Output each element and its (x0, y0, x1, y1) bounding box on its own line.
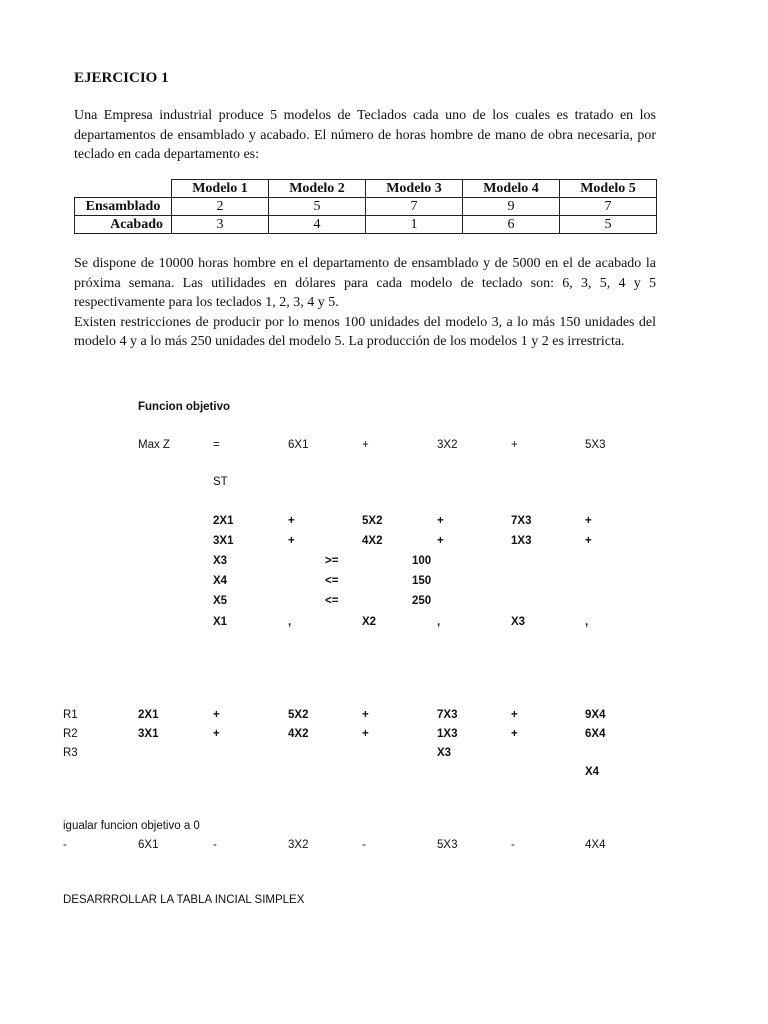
table-header: Modelo 2 (269, 180, 366, 198)
cell: 1X3 (437, 728, 458, 740)
cell: + (437, 535, 444, 547)
objective-function-label: Funcion objetivo (138, 401, 230, 413)
cell: 5X2 (362, 515, 383, 527)
cell: 3X1 (213, 535, 234, 547)
cell: + (288, 535, 295, 547)
cell: 250 (412, 595, 432, 607)
cell: + (362, 728, 369, 740)
cell: 4X4 (585, 839, 606, 851)
cell: 5X2 (288, 709, 309, 721)
cell: 6X4 (585, 728, 606, 740)
cell: X3 (213, 555, 228, 567)
cell: 9X4 (585, 709, 606, 721)
cell: >= (325, 555, 339, 567)
resources-paragraph (74, 254, 656, 352)
cell: + (288, 515, 295, 527)
table-header: Modelo 3 (366, 180, 463, 198)
cell: <= (325, 595, 339, 607)
cell: , (288, 616, 292, 628)
table-corner (75, 180, 172, 198)
cell: + (213, 709, 220, 721)
cell: = (213, 439, 220, 451)
cell: X1 (213, 616, 228, 628)
restrictions-text: Existen restricciones de producir por lo menos 100 unidades del modelo 3, a lo más 150 unidades del modelo 4 y a lo más 250 unidades del modelo 5. La producción de los modelos 1 y 2 es irrestricta. (74, 314, 656, 349)
cell: 5X3 (437, 839, 458, 851)
table-cell: 7 (366, 198, 463, 216)
table-cell: 2 (172, 198, 269, 216)
cell: Max Z (138, 439, 170, 451)
cell: , (585, 616, 589, 628)
cell: , (437, 616, 441, 628)
row-label: Acabado (75, 216, 172, 234)
cell: + (511, 439, 518, 451)
cell: + (362, 439, 369, 451)
cell: 3X2 (437, 439, 458, 451)
cell: X3 (437, 747, 452, 759)
table-cell: 1 (366, 216, 463, 234)
table-cell: 9 (463, 198, 560, 216)
hours-table (74, 179, 657, 234)
table-cell: 6 (463, 216, 560, 234)
row-label: Ensamblado (75, 198, 172, 216)
cell: + (511, 709, 518, 721)
cell: 7X3 (511, 515, 532, 527)
cell: + (362, 709, 369, 721)
cell: 3X2 (288, 839, 309, 851)
cell: - (511, 839, 515, 851)
cell: X4 (585, 766, 600, 778)
cell: 2X1 (213, 515, 234, 527)
cell: X3 (511, 616, 526, 628)
cell: 3X1 (138, 728, 159, 740)
table-row (75, 198, 657, 216)
hours-and-profits-text: Se dispone de 10000 horas hombre en el departamento de ensamblado y de 5000 en el de acabado la próxima semana. Las utilidades en dólares para cada modelo de teclado son: 6, 3, 5, 4 y 5 respectivamente para los teclados 1, 2, 3, 4 y 5. (74, 256, 656, 310)
cell: + (585, 515, 592, 527)
table-row (75, 216, 657, 234)
cell: 6X1 (138, 839, 159, 851)
cell: 4X2 (288, 728, 309, 740)
cell: 5X3 (585, 439, 606, 451)
cell: - (63, 839, 67, 851)
cell: R2 (63, 728, 78, 740)
table-cell: 3 (172, 216, 269, 234)
cell: X4 (213, 575, 228, 587)
cell: 2X1 (138, 709, 159, 721)
cell: + (585, 535, 592, 547)
table-cell: 4 (269, 216, 366, 234)
cell: 7X3 (437, 709, 458, 721)
cell: + (213, 728, 220, 740)
exercise-title: EJERCICIO 1 (74, 70, 169, 86)
table-header: Modelo 5 (560, 180, 657, 198)
table-cell: 5 (560, 216, 657, 234)
cell: <= (325, 575, 339, 587)
cell: 6X1 (288, 439, 309, 451)
cell: - (213, 839, 217, 851)
cell: X2 (362, 616, 377, 628)
cell: R1 (63, 709, 78, 721)
table-header: Modelo 1 (172, 180, 269, 198)
cell: 1X3 (511, 535, 532, 547)
develop-simplex-label: DESARRROLLAR LA TABLA INCIAL SIMPLEX (63, 894, 305, 906)
cell: 100 (412, 555, 432, 567)
intro-paragraph: Una Empresa industrial produce 5 modelos de Teclados cada uno de los cuales es tratado en los departamentos de ensamblado y acabado. El número de horas hombre de mano de obra necesaria, por teclado en cada departamento es: (74, 108, 656, 162)
cell: R3 (63, 747, 78, 759)
equalize-objective-label: igualar funcion objetivo a 0 (63, 820, 200, 832)
table-cell: 5 (269, 198, 366, 216)
cell: + (437, 515, 444, 527)
cell: - (362, 839, 366, 851)
table-header: Modelo 4 (463, 180, 560, 198)
cell: 4X2 (362, 535, 383, 547)
table-cell: 7 (560, 198, 657, 216)
cell: X5 (213, 595, 228, 607)
subject-to-label: ST (213, 476, 228, 488)
table-header-row (75, 180, 657, 198)
cell: + (511, 728, 518, 740)
cell: 150 (412, 575, 432, 587)
